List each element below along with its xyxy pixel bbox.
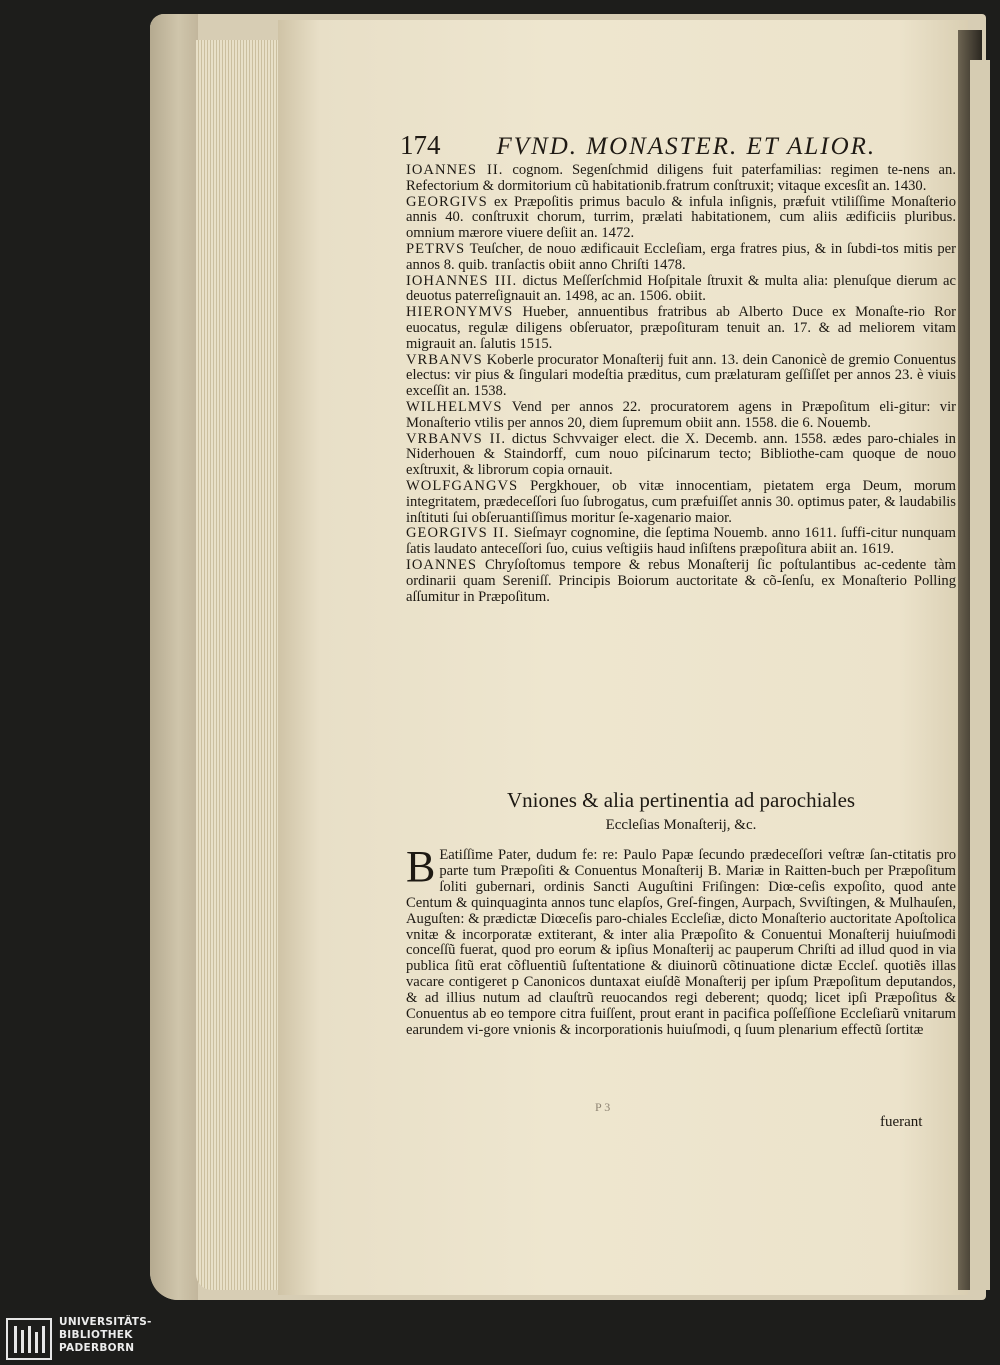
list-item: IOANNES Chryſoſtomus tempore & rebus Monaſterij ſic poſtulantibus ac-cedente tàm ordinarii quam Sereniſſ. Principis Boiorum auctoritate & cõ-ſenſu, ex Monaſterio Polling aſſumitur in Præpoſitum.	[406, 556, 956, 605]
section-title-line1: Vniones & alia pertinentia ad parochiales	[506, 788, 856, 812]
list-item: VRBANVS II. dictus Schvvaiger elect. die X. Decemb. ann. 1558. ædes paro-chiales in Niderhouen & Staindorff, cum nouo piſcinarum tecto; Bibliothe-cam quoque de nouo exſtruxit, & librorum copia ornauit.	[406, 430, 956, 479]
drop-capital: B	[406, 842, 436, 891]
list-item: WILHELMVS Vend per annos 22. procuratorem agens in Præpoſitum eli-gitur: vir Monaſterio vtilis per annos 20, diem ſupremum obiit ann. 1558. die 6. Nouemb.	[406, 398, 957, 431]
list-item: HIERONYMVS Hueber, annuentibus fratribus ab Alberto Duce ex Monaſte-rio Ror euocatus, regulæ diligens obſeruator, præpoſituram tenuit an. 17. & ad meliorem vitam migrauit an. ſalutis 1515.	[406, 304, 956, 352]
section-heading	[406, 788, 956, 834]
paragraph-text: Eatiſſime Pater, dudum fe: re: Paulo Papæ ſecundo prædeceſſori veſtræ ſan-ctitatis pro parte tum Præpoſiti & Conuentus Monaſterij B. Mariæ in Raitten-buch per Præpoſitum ſoliti gubernari, ordinis Sancti Auguſtini Friſingen: Diœ-ceſis expoſito, quod ante Centum & quinquaginta annos tunc elapſos, Greſ-fingen, Aurpach, Svviſtingen, & Mulhauſen, Auguſten: & prædictæ Diœceſis paro-chiales Eccleſiæ, dicto Monaſterio auctoritate Apoſtolica vnitæ & incorporatæ extiterant, & inter alia Præpoſito & Conuentui Monaſterij huiuſmodi conceſſũ fuerat, quod pro eorum & ipſius Monaſterij ac pauperum Chriſti ad illud quod in via publica ſitũ erat cõfluentiũ ſuſtentatione & diuinorũ cõtinuatione dictæ Eccleſ. quotiẽs illas vacare contigeret p Canonicos duntaxat eiuſdẽ Monaſterij per ipſum Præpoſitum deputandos, & ad illius nutum ad clauſtrũ reuocandos regi deberent; quodq; licet ipſi Præpoſitus & Conuentus ab eo tempore citra fuiſſent, prout erant in pacifica poſſeſſione Eccleſiarũ vnitarum earundem vi-gore vnionis & incorporationis huiuſmodi, q ſuum plenarium effectũ ſortitæ	[406, 847, 956, 1038]
section-title-line2: Eccleſias Monaſterij, &c.	[605, 817, 757, 833]
signature-mark: P 3	[595, 1100, 611, 1114]
page-stack-edge	[196, 40, 278, 1290]
page-number: 174	[400, 130, 441, 160]
abbot-list	[406, 163, 956, 605]
list-item: GEORGIVS ex Præpoſitis primus baculo & infula inſignis, præfuit vtiliſſime Monaſterio annis 40. conſtruxit chorum, turrim, prælati habitationem, cum aliis ædificiis pluribus. omnium mærore viuere deſiit an. 1472.	[406, 193, 956, 242]
list-item: IOHANNES III. dictus Meſſerſchmid Hoſpitale ſtruxit & multa alia: plenuſque dierum ac deuotus paterreſignauit an. 1498, ac an. 1506. obiit.	[406, 272, 956, 305]
list-item: WOLFGANGVS Pergkhouer, ob vitæ innocentiam, pietatem erga Deum, morum integritatem, prædeceſſori ſuo ſubrogatus, cum præfuiſſet annis 30. optimus pater, & laudabilis inſtituti ſui obſeruantiſſimus moritur ſe-xagenario maior.	[406, 477, 956, 526]
list-item: GEORGIVS II. Sieſmayr cognomine, die ſeptima Nouemb. anno 1611. ſuffi-citur nunquam ſatis laudato anteceſſori ſuo, cuius veſtigiis haud inſiſtens præpoſitura abiit an. 1619.	[406, 525, 956, 558]
list-item: VRBANVS Koberle procurator Monaſterij fuit ann. 13. dein Canonicè de gremio Conuentus electus: vir pius & ſingulari modeſtia præditus, cum prælaturam geſſiſſet per annos 23. è viuis exceſſit an. 1538.	[406, 351, 956, 400]
catchword: fuerant	[880, 1114, 923, 1130]
list-item: IOANNES II. cognom. Segenſchmid diligens fuit paterfamilias: regimen te-nens an. Refectorium & dormitorium cũ habitationib.fratrum conſtruxit; vitaque excesſit an. 1430.	[406, 162, 956, 194]
list-item: PETRVS Teuſcher, de nouo ædificauit Eccleſiam, erga fratres pius, & in ſubdi-tos mitis per annos 8. quib. tranſactis obiit anno Chriſti 1478.	[406, 240, 956, 273]
library-name: UNIVERSITÄTS- BIBLIOTHEK PADERBORN	[59, 1316, 152, 1354]
book-cover-edge	[150, 14, 198, 1300]
body-paragraph	[406, 842, 956, 1039]
facing-page-edge	[970, 60, 990, 1290]
library-logo	[6, 1316, 152, 1362]
library-emblem-icon	[6, 1318, 52, 1360]
running-head: FVND. MONASTER. ET ALIOR.	[496, 133, 877, 160]
page-header	[400, 130, 960, 164]
